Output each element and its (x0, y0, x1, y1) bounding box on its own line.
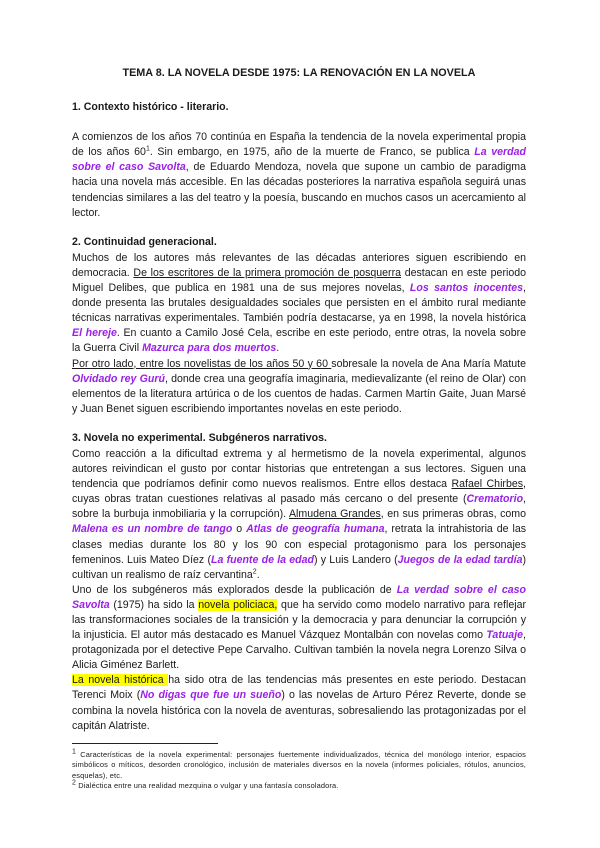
paragraph-continuity-2: Por otro lado, entre los novelistas de los años 50 y 60 sobresale la novela de Ana María Matute Olvidado rey Gurú, donde crea una geografía imaginaria, medievalizante (el reino de Olar) con elementos de la literatura artúrica o de los cuentos de hadas. Carmen Martín Gaite, Juan Marsé y Juan Benet siguen escribiendo importantes novelas en este periodo. (72, 357, 526, 415)
footnote-ref-2: 2 (252, 568, 257, 576)
work-title: Crematorio (466, 493, 524, 506)
highlighted-text: La novela histórica (72, 674, 169, 687)
work-title: Los santos inocentes (409, 282, 524, 295)
footnote-divider (72, 743, 218, 744)
footnote-2: $^2$ Dialéctica entre una realidad mezquina o vulgar y una fantasía consoladora. (72, 779, 339, 790)
work-title: Tatuaje (486, 629, 524, 642)
work-title: El hereje (72, 327, 117, 340)
work-title: Olvidado rey Gurú (72, 372, 165, 385)
work-title: La fuente de la edad (210, 553, 314, 566)
underlined-text: Almudena Grandes (288, 508, 381, 521)
underlined-text: Por otro lado, entre los novelistas de los años 50 y 60 (72, 357, 332, 370)
section-heading-2: 2. Continuidad generacional. (72, 235, 217, 248)
underlined-text: Rafael Chirbes (451, 478, 524, 491)
paragraph-realism: Como reacción a la dificultad extrema y al hermetismo de la novela experimental, algunos autores reivindican el gusto por contar historias que entretengan a sus lectores. Siguen una tendencia que podríamos definir como nuevos realismos. Entre ellos destaca Rafael Chirbes, cuyas obras tratan cuestiones relativas al pasado más cercano o del presente (Crematorio, sobre la burbuja inmobiliaria y la corrupción). Almudena Grandes, en sus primeras obras, como Malena es un nombre de tango o Atlas de geografía humana, retrata la intrahistoria de las clases medias durante los 80 y los 90 con especial protagonismo para los personajes femeninos. Luis Mateo Díez (La fuente de la edad) y Luis Landero (Juegos de la edad tardía) cultivan un realismo de raíz cervantina$^2$. (72, 447, 527, 581)
work-title: Atlas de geografía humana (246, 523, 385, 536)
paragraph-context: A comienzos de los años 70 continúa en España la tendencia de la novela experimental propia de los años $60^1$. Sin embargo, en 1975, año de la muerte de Franco, se publica La verdad sobre el caso Savolta, de Eduardo Mendoza, novela que supone un cambio de paradigma hacia una novela más accesible. En las décadas posteriores la narrativa española seguirá unas tendencias similares a las del teatro y la poesía, buscando en muchos casos un acercamiento al lector. (72, 131, 526, 219)
underlined-text: De los escritores de la primera promoción de posquerra (133, 266, 402, 279)
work-title: Mazurca para dos muertos (142, 342, 277, 355)
work-title: Juegos de la edad tardía (397, 553, 523, 566)
work-title: La verdad sobre el caso Savolta (72, 146, 526, 174)
work-title: La verdad sobre el caso Savolta (72, 583, 526, 611)
footnote-ref-1: 1 (145, 145, 150, 153)
highlighted-text: novela policiaca, (198, 598, 278, 611)
section-heading-1: 1. Contexto histórico - literario. (72, 101, 229, 114)
paragraph-crime-novel: Uno de los subgéneros más explorados desde la publicación de La verdad sobre el caso Savolta (1975) ha sido la novela policiaca, que ha servido como modelo narrativo para reflejar las transformaciones sociales de la transición y la democracia y para denunciar la corrupción y la injusticia. El autor más destacado es Manuel Vázquez Montalbán con novelas como Tatuaje, protagonizada por el detective Pepe Carvalho. Cultivan también la novela negra Lorenzo Silva o Alicia Giménez Barlett. (72, 583, 527, 672)
footnote-1: $^1$ Características de la novela experimental: personajes fuertemente individualizados, técnica del monólogo interior, espacios simbólicos o míticos, desorden cronológico, inclusión de materiales diversos en la novela (informes policiales, rótulos, anuncios, esquelas), etc. (72, 748, 526, 780)
work-title: Malena es un nombre de tango (72, 523, 233, 536)
paragraph-continuity: Muchos de los autores más relevantes de las décadas anteriores siguen escribiendo en democracia. De los escritores de la primera promoción de posquerra destacan en este periodo Miguel Delibes, que publica en 1981 una de sus mejores novelas, Los santos inocentes, donde presenta las brutales desigualdades sociales que persisten en el ámbito rural mediante técnicas narrativas experimentales. También podría destacarse, ya en 1998, la novela histórica El hereje. En cuanto a Camilo José Cela, escribe en este periodo, entre otras, la novela sobre la Guerra Civil Mazurca para dos muertos. (72, 251, 527, 355)
document-page (72, 66, 526, 791)
section-heading-3: 3. Novela no experimental. Subgéneros narrativos. (72, 431, 327, 444)
work-title: No digas que fue un sueño (140, 689, 282, 702)
paragraph-historical-novel: La novela histórica ha sido otra de las tendencias más presentes en este periodo. Destacan Terenci Moix (No digas que fue un sueño) o las novelas de Arturo Pérez Reverte, donde se combina la novela histórica con la novela de aventuras, sobresaliendo las protagonizadas por el capitán Alatriste. (72, 674, 527, 732)
document-title: TEMA 8. LA NOVELA DESDE 1975: LA RENOVACIÓN EN LA NOVELA (122, 67, 476, 79)
